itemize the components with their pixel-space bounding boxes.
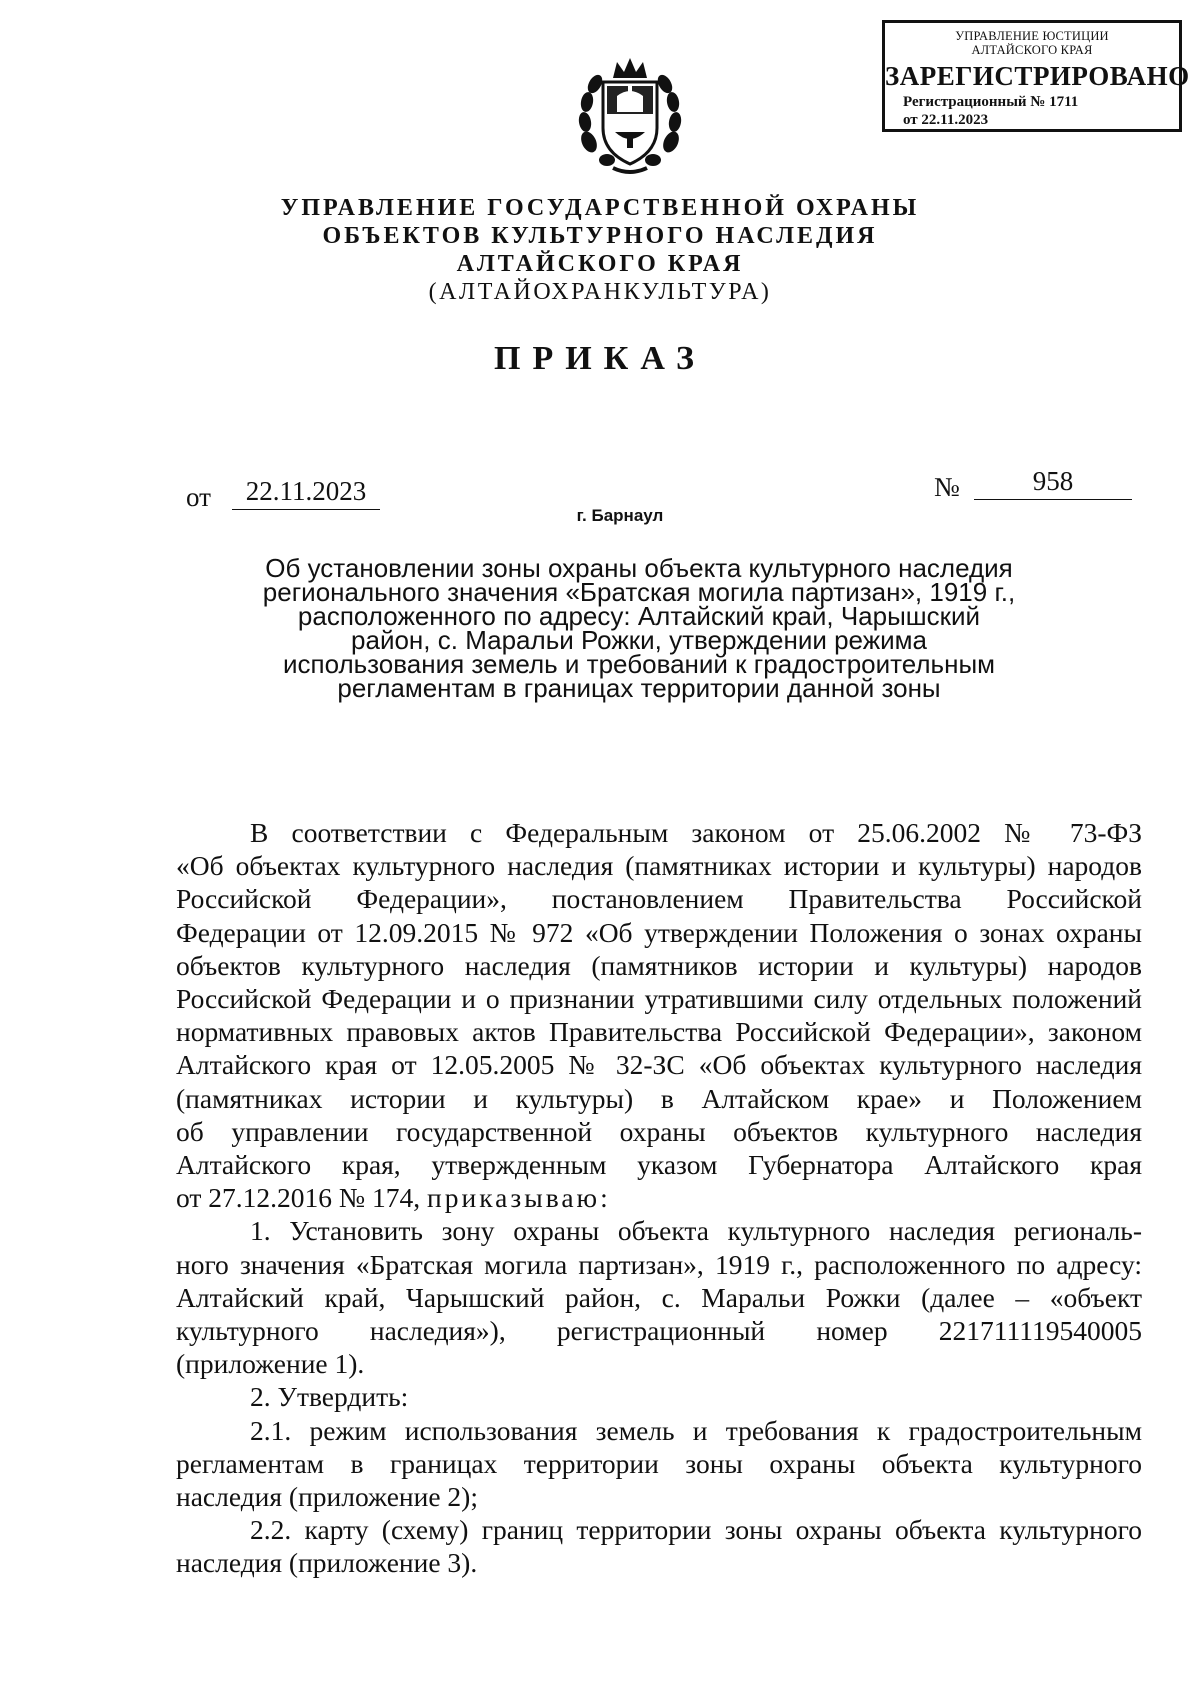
stamp-org-line2: АЛТАЙСКОГО КРАЯ: [971, 43, 1093, 57]
order-word: приказываю:: [427, 1182, 611, 1214]
item1-line: культурного наследия»), регистрационный номер 221711119540005: [176, 1315, 1142, 1347]
stamp-reg-number: Регистрационный № 1711: [903, 94, 1079, 110]
org-line2: ОБЪЕКТОВ КУЛЬТУРНОГО НАСЛЕДИЯ: [322, 223, 878, 249]
item2-line: 2. Утвердить:: [250, 1381, 409, 1413]
subject-line: регионального значения «Братская могила партизан», 1919 г.,: [262, 577, 1016, 607]
stamp-reg-date: от 22.11.2023: [903, 112, 989, 128]
subject-line: район, с. Маральи Рожки, утверждении режима: [351, 625, 927, 655]
stamp-title: ЗАРЕГИСТРИРОВАНО: [885, 61, 1190, 91]
item2-1-line: 2.1. режим использования земель и требования к градостроительным: [250, 1414, 1142, 1446]
order-body: [176, 816, 1142, 1580]
item1-line: Алтайский край, Чарышский район, с. Маральи Рожки (далее – «объект: [176, 1281, 1142, 1313]
preamble-last-line: [176, 1181, 1142, 1214]
date-label: от: [186, 482, 211, 512]
subject-line: регламентам в границах территории данной зоны: [337, 673, 941, 703]
preamble-line: нормативных правовых актов Правительства Российской Федерации», законом: [176, 1016, 1142, 1048]
preamble-line: Алтайского края от 12.05.2005 № 32-ЗС «Об объектах культурного наследия: [176, 1049, 1142, 1081]
preamble-line: (памятниках истории и культуры) в Алтайском крае» и Положением: [176, 1082, 1142, 1114]
preamble-line: «Об объектах культурного наследия (памятниках истории и культуры) народов: [176, 850, 1142, 882]
org-abbreviation: (АЛТАЙОХРАНКУЛЬТУРА): [428, 279, 772, 305]
number-value: 958: [974, 466, 1132, 500]
item2-1-line: регламентам в границах территории зоны охраны объекта культурного: [176, 1447, 1142, 1479]
item2-2-line: наследия (приложение 3).: [176, 1547, 478, 1579]
preamble-line: об управлении государственной охраны объектов культурного наследия: [176, 1115, 1142, 1147]
order-subject: [244, 553, 1034, 703]
registration-stamp: [882, 20, 1190, 132]
org-line1: УПРАВЛЕНИЕ ГОСУДАРСТВЕННОЙ ОХРАНЫ: [280, 195, 920, 221]
item1-line: 1. Установить зону охраны объекта культурного наследия региональ-: [250, 1215, 1142, 1247]
item2-2-line: 2.2. карту (схему) границ территории зоны охраны объекта культурного: [250, 1514, 1142, 1546]
issuing-organization: [0, 194, 1200, 306]
stamp-org-line1: УПРАВЛЕНИЕ ЮСТИЦИИ: [955, 29, 1109, 43]
city: г. Барнаул: [576, 506, 664, 525]
subject-line: расположенного по адресу: Алтайский край, Чарышский: [297, 601, 981, 631]
subject-line: Об установлении зоны охраны объекта культурного наследия: [265, 553, 1013, 583]
preamble-line: Российской Федерации и о признании утратившими силу отдельных положений: [176, 983, 1142, 1015]
altai-krai-coat-of-arms-icon: [577, 52, 683, 178]
subject-line: использования земель и требований к градостроительным: [282, 649, 996, 679]
date-value: 22.11.2023: [232, 476, 380, 510]
number-label: №: [934, 472, 960, 502]
preamble-line: Федерации от 12.09.2015 № 972 «Об утверждении Положения о зонах охраны: [176, 916, 1142, 948]
preamble-line: В соответствии с Федеральным законом от 25.06.2002 № 73-ФЗ: [250, 817, 1142, 848]
preamble-last-prefix: от 27.12.2016 № 174,: [176, 1182, 428, 1214]
preamble-line: Алтайского края, утвержденным указом Губернатора Алтайского края: [176, 1149, 1142, 1181]
document-type: ПРИКАЗ: [494, 340, 706, 377]
item1-line: (приложение 1).: [176, 1348, 365, 1380]
org-line3: АЛТАЙСКОГО КРАЯ: [456, 251, 744, 277]
preamble-line: объектов культурного наследия (памятников истории и культуры) народов: [176, 949, 1142, 981]
item2-1-line: наследия (приложение 2);: [176, 1481, 478, 1513]
item1-line: ного значения «Братская могила партизан», 1919 г., расположенного по адресу:: [176, 1248, 1142, 1280]
preamble-line: Российской Федерации», постановлением Правительства Российской: [176, 883, 1142, 915]
